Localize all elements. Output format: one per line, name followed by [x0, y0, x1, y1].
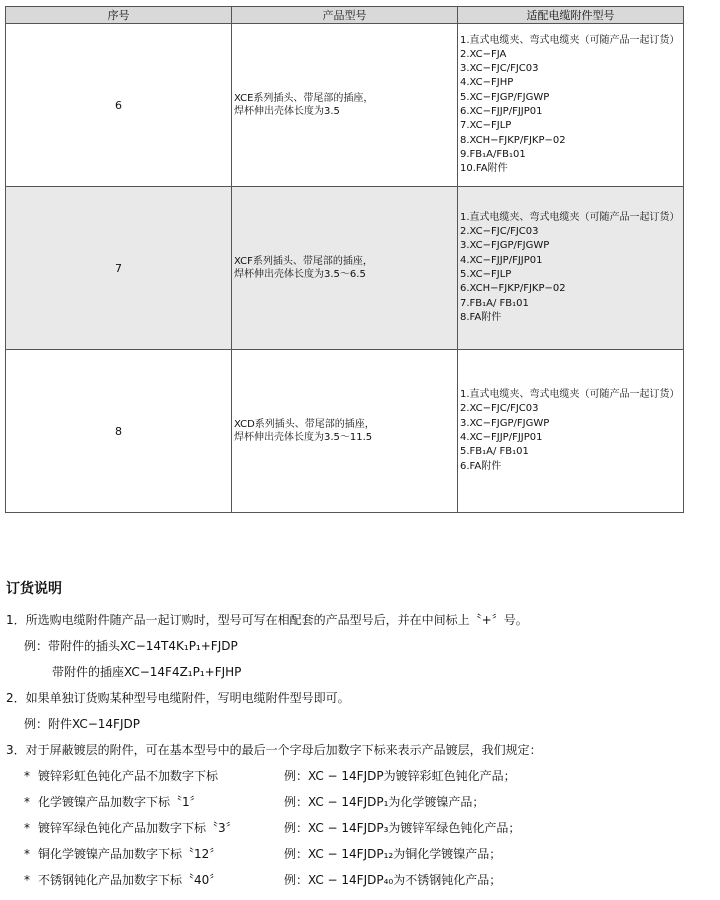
plating-rule-label: 化学镀镍产品加数字下标〝1〞: [38, 795, 202, 809]
accessory-item: 1.直式电缆夹、弯式电缆夹（可随产品一起订货）: [460, 211, 680, 223]
plating-rule: [6, 841, 706, 867]
plating-rule: [6, 789, 706, 815]
product-description: [232, 350, 458, 513]
header-product-model: 产品型号: [232, 7, 458, 24]
plating-rule-example: 例：XC − 14FJDP为镀锌彩虹色钝化产品；: [284, 769, 516, 783]
row-number: 8: [6, 350, 232, 513]
plating-rule: [6, 763, 706, 789]
accessory-item: 1.直式电缆夹、弯式电缆夹（可随产品一起订货）: [460, 34, 680, 46]
plating-rule-label: 镀锌彩虹色钝化产品不加数字下标: [38, 769, 219, 783]
desc-line: 焊杯伸出壳体长度为3.5～6.5: [234, 269, 366, 280]
accessory-item: 5.XC−FJLP: [460, 269, 512, 280]
table-row: [6, 24, 684, 187]
header-no: 序号: [6, 7, 232, 24]
accessory-item: 2.XC−FJC/FJC03: [460, 403, 539, 415]
accessory-item: 4.XC−FJHP: [460, 77, 514, 89]
notes-title: 订货说明: [6, 581, 62, 597]
header-accessory-model: 适配电缆附件型号: [458, 7, 684, 24]
note-example: 例：带附件的插头XC−14T4K₁P₁+FJDP: [24, 639, 238, 653]
desc-line: XCE系列插头、带尾部的插座，: [234, 93, 374, 104]
ordering-notes: [6, 578, 706, 893]
accessory-list: [458, 187, 684, 350]
plating-rule-label: 铜化学镀镍产品加数字下标〝12〞: [38, 847, 222, 861]
note-item-2: 2．如果单独订货购某种型号电缆附件，写明电缆附件型号即可。: [6, 691, 350, 705]
accessory-item: 1.直式电缆夹、弯式电缆夹（可随产品一起订货）: [460, 389, 680, 401]
accessory-item: 3.XC−FJC/FJC03: [460, 63, 539, 75]
accessory-item: 4.XC−FJJP/FJJP01: [460, 432, 543, 443]
accessory-item: 4.XC−FJJP/FJJP01: [460, 254, 543, 266]
plating-rule-example: 例：XC − 14FJDP₄₀为不锈钢钝化产品；: [284, 873, 502, 887]
plating-rule: [6, 815, 706, 841]
note-item-1: 1．所选购电缆附件随产品一起订购时，型号可写在相配套的产品型号后，并在中间标上〝+〞号。: [6, 613, 528, 627]
accessory-item: 6.XCH−FJKP/FJKP−02: [460, 283, 566, 295]
bullet-marker: *: [24, 873, 30, 887]
bullet-marker: *: [24, 847, 30, 861]
plating-rule: [6, 867, 706, 893]
accessory-item: 6.XC−FJJP/FJJP01: [460, 106, 543, 117]
accessory-item: 3.XC−FJGP/FJGWP: [460, 240, 550, 252]
table-header-row: [6, 7, 684, 24]
desc-line: 焊杯伸出壳体长度为3.5: [234, 106, 340, 117]
accessory-item: 5.FB₁A/ FB₁01: [460, 446, 529, 458]
accessory-item: 10.FA附件: [460, 163, 508, 175]
table-row: [6, 187, 684, 350]
note-example: 例：附件XC−14FJDP: [24, 717, 140, 731]
row-number: 6: [6, 24, 232, 187]
plating-rule-example: 例：XC − 14FJDP₁₂为铜化学镀镍产品；: [284, 847, 502, 861]
accessory-item: 3.XC−FJGP/FJGWP: [460, 417, 550, 429]
accessory-item: 2.XC−FJA: [460, 48, 507, 60]
accessory-item: 5.XC−FJGP/FJGWP: [460, 91, 550, 103]
accessory-item: 6.FA附件: [460, 460, 502, 472]
desc-line: XCD系列插头、带尾部的插座，: [234, 419, 375, 430]
product-description: [232, 187, 458, 350]
accessory-item: 8.FA附件: [460, 311, 502, 323]
accessory-list: [458, 24, 684, 187]
bullet-marker: *: [24, 795, 30, 809]
accessory-item: 7.XC−FJLP: [460, 120, 512, 132]
accessory-item: 7.FB₁A/ FB₁01: [460, 297, 529, 309]
accessory-list: [458, 350, 684, 513]
plating-rule-example: 例：XC − 14FJDP₃为镀锌军绿色钝化产品；: [284, 821, 521, 835]
row-number: 7: [6, 187, 232, 350]
accessory-item: 2.XC−FJC/FJC03: [460, 226, 539, 238]
note-item-3: 3．对于屏蔽镀层的附件，可在基本型号中的最后一个字母后加数字下标来表示产品镀层，我们规定：: [6, 743, 542, 757]
plating-rule-label: 镀锌军绿色钝化产品加数字下标〝3〞: [38, 821, 238, 835]
plating-rule-example: 例：XC − 14FJDP₁为化学镀镍产品；: [284, 795, 485, 809]
accessory-item: 9.FB₁A/FB₁01: [460, 148, 526, 160]
plating-rule-label: 不锈钢钝化产品加数字下标〝40〞: [38, 873, 222, 887]
desc-line: XCF系列插头、带尾部的插座，: [234, 256, 373, 267]
accessory-item: 8.XCH−FJKP/FJKP−02: [460, 134, 566, 146]
bullet-marker: *: [24, 821, 30, 835]
desc-line: 焊杯伸出壳体长度为3.5～11.5: [234, 432, 373, 443]
product-description: [232, 24, 458, 187]
note-example: 带附件的插座XC−14F4Z₁P₁+FJHP: [52, 665, 242, 679]
accessory-table: [5, 6, 684, 513]
bullet-marker: *: [24, 769, 30, 783]
table-row: [6, 350, 684, 513]
